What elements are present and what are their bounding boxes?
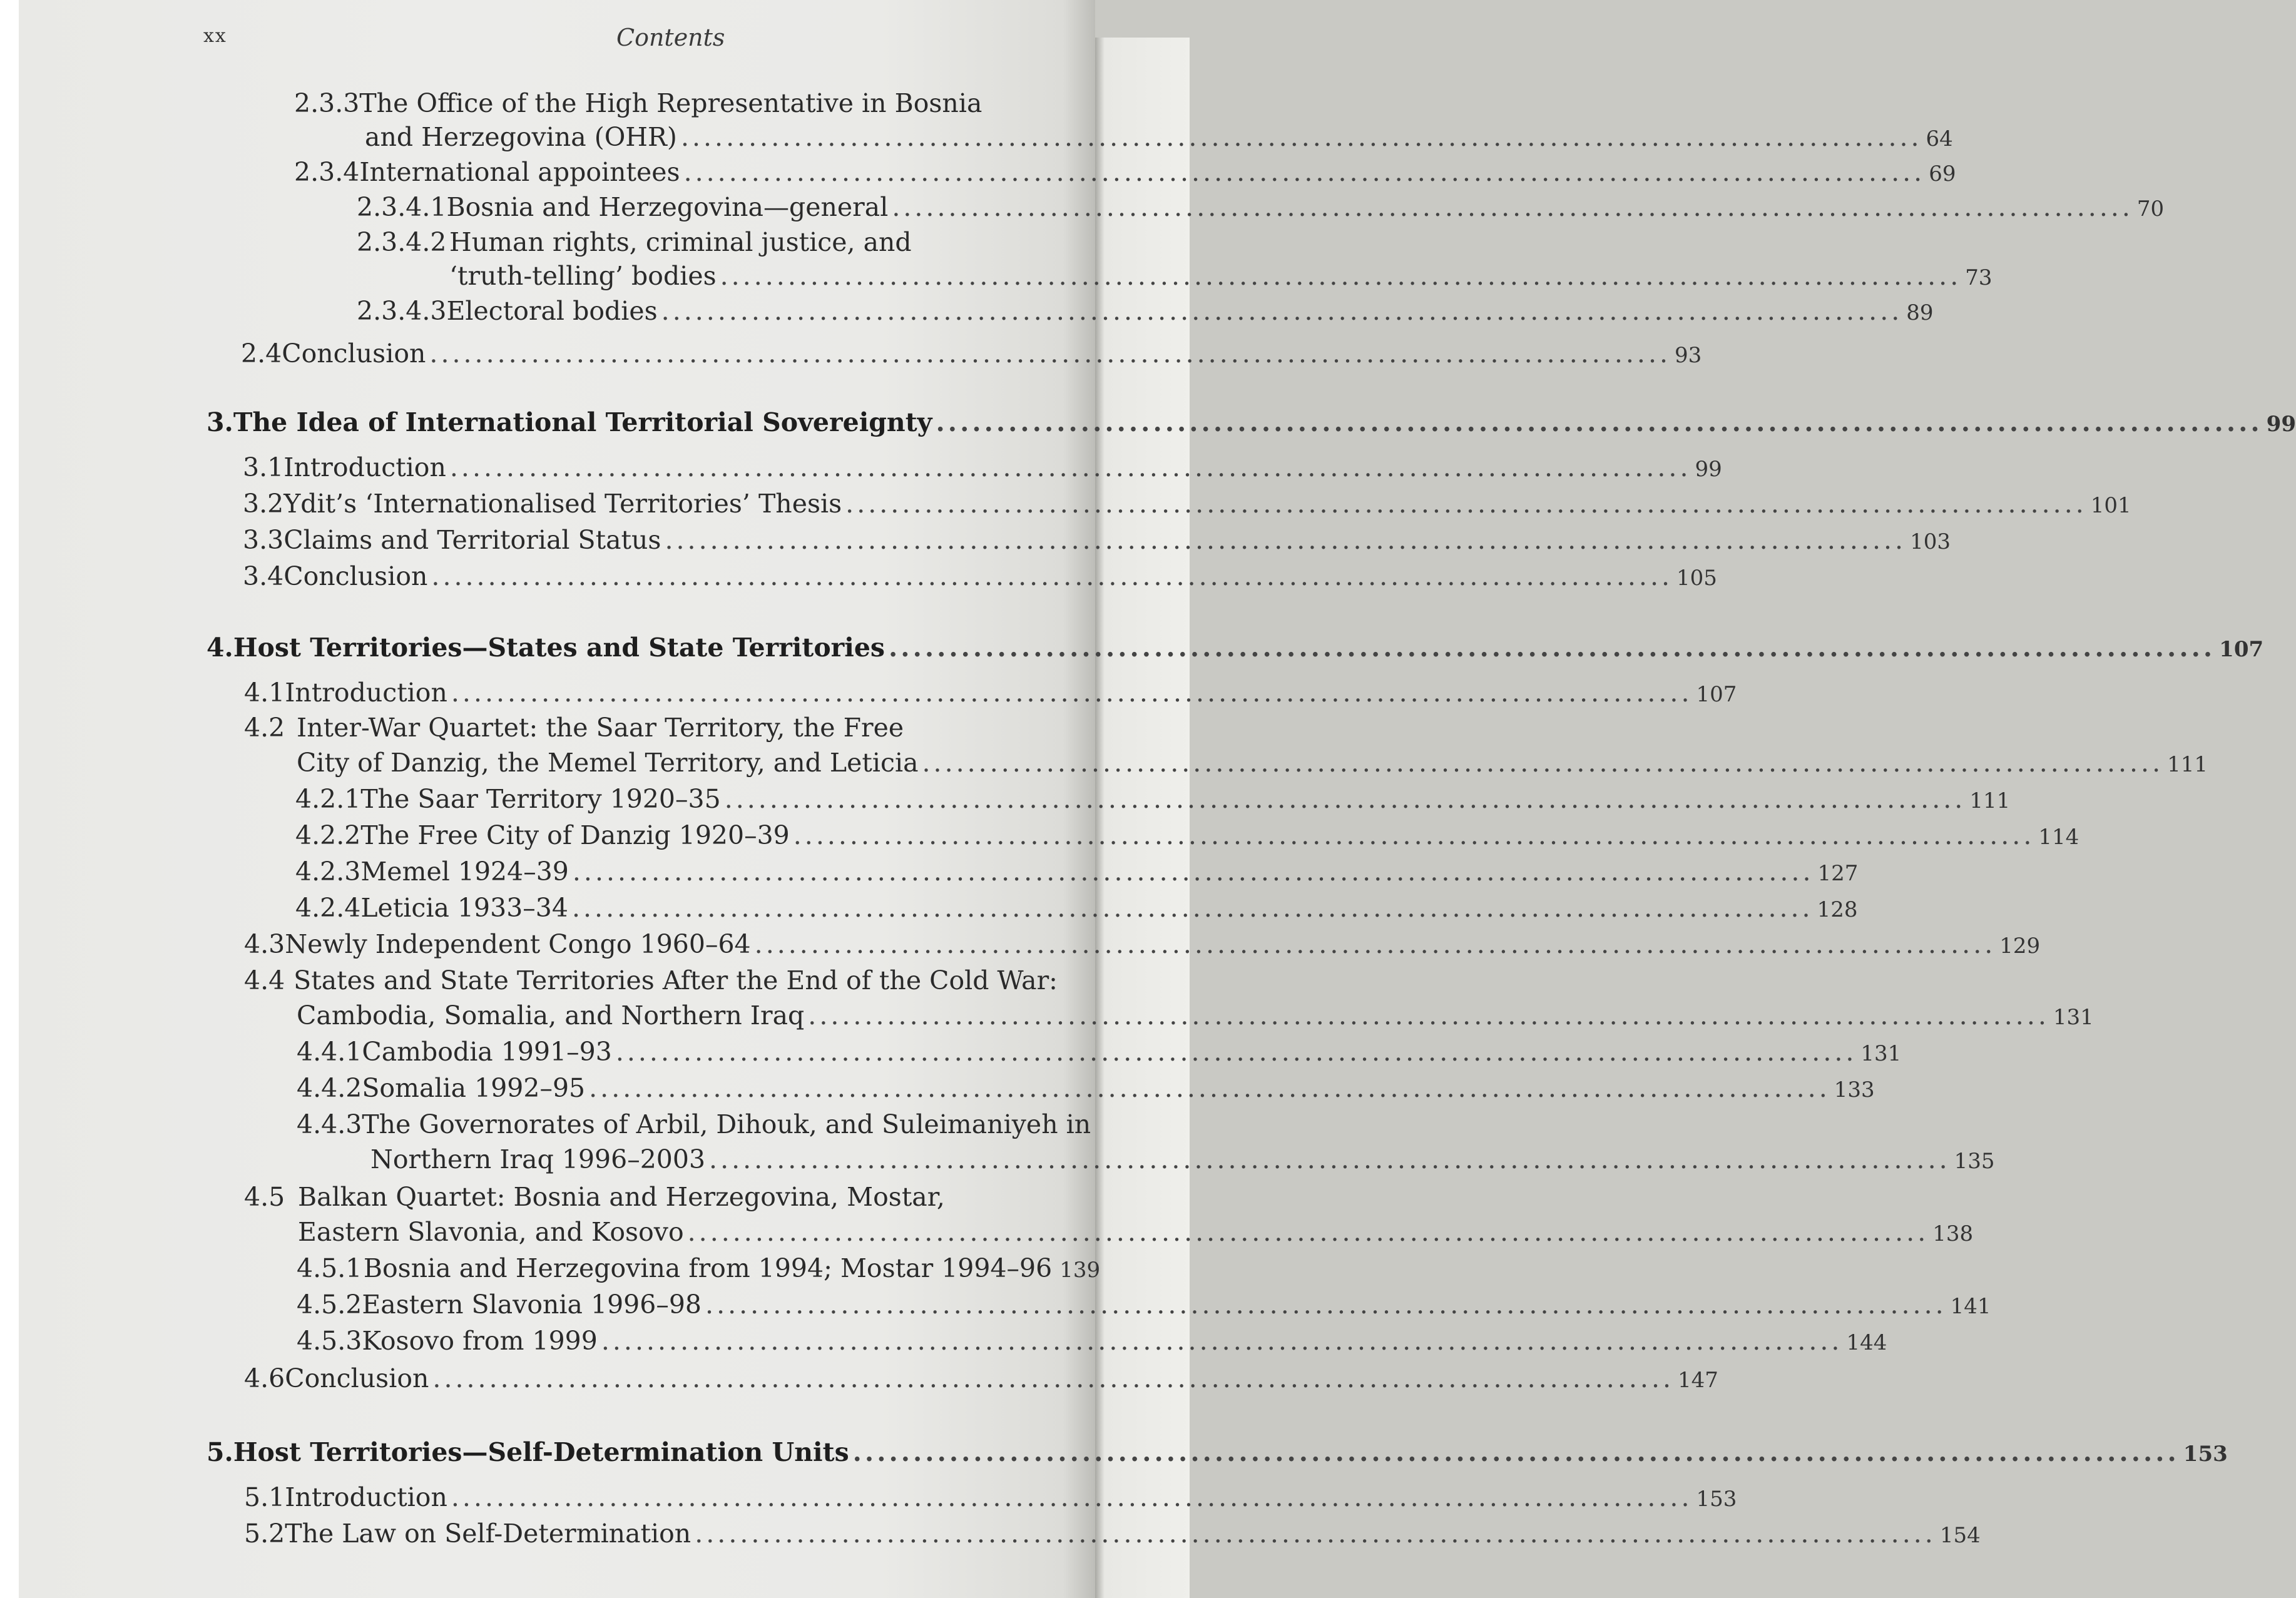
entry-number: 4.5.1 (297, 1253, 362, 1283)
entry-page: 141 (1950, 1294, 1991, 1319)
toc-entry (244, 965, 1058, 996)
leader-dots: .............................................................................................................. (720, 261, 1962, 291)
page-number-label: xx (203, 25, 227, 47)
entry-number: 4.5.2 (297, 1290, 362, 1320)
entry-number: 3.2 (243, 489, 284, 519)
toc-entry (244, 929, 2041, 962)
toc-entry (244, 712, 932, 743)
entry-title: The Free City of Danzig 1920–39 (360, 820, 790, 850)
entry-title: Kosovo from 1999 (362, 1326, 598, 1356)
entry-title: Cambodia 1991–93 (362, 1037, 612, 1067)
leader-dots: .............................................................................................................. (601, 1326, 1843, 1356)
entry-page: 107 (1696, 682, 1737, 707)
leader-dots: .............................................................................................................. (571, 893, 1814, 923)
leader-dots: .............................................................................................................. (845, 489, 2087, 519)
leader-dots: .............................................................................................................. (889, 633, 2216, 663)
leader-dots: .............................................................................................................. (665, 525, 1907, 555)
entry-page: 114 (2038, 825, 2079, 850)
entry-page: 129 (1999, 934, 2041, 959)
entry-number: 4.4.3 (297, 1109, 362, 1139)
entry-title-cont: Northern Iraq 1996–2003 (370, 1144, 706, 1174)
leader-dots: .............................................................................................................. (615, 1037, 1857, 1067)
leader-dots: .............................................................................................................. (680, 122, 1922, 152)
toc-entry (244, 1482, 1737, 1515)
entry-number: 4.5.3 (297, 1326, 362, 1356)
toc-entry (294, 88, 982, 119)
entry-page: 153 (1696, 1487, 1737, 1512)
toc-entry (243, 561, 1717, 594)
entry-title-cont: Eastern Slavonia, and Kosovo (298, 1217, 684, 1247)
leader-dots: .............................................................................................................. (449, 452, 1691, 482)
leader-dots: .............................................................................................................. (852, 1437, 2180, 1467)
entry-title: International appointees (359, 157, 680, 187)
toc-entry (297, 1109, 1091, 1140)
leader-dots: .............................................................................................................. (589, 1073, 1830, 1103)
entry-page: 93 (1675, 343, 1702, 368)
leader-dots: .............................................................................................................. (451, 678, 1693, 708)
entry-title: Introduction (283, 452, 446, 482)
entry-title: Ydit’s ‘Internationalised Territories’ Thesis (283, 489, 842, 519)
entry-page: 128 (1817, 897, 1858, 922)
entry-title: Bosnia and Herzegovina—general (446, 192, 889, 222)
toc-entry (241, 338, 1702, 371)
entry-title: The Law on Self-Determination (285, 1519, 691, 1549)
entry-title: The Idea of International Territorial Sovereignty (233, 407, 932, 437)
leader-dots: .............................................................................................................. (754, 929, 1996, 959)
leader-dots: .............................................................................................................. (808, 1000, 2049, 1031)
entry-page: 147 (1678, 1368, 1718, 1393)
toc-entry-continuation (449, 260, 1992, 293)
entry-title-cont: and Herzegovina (OHR) (365, 122, 677, 152)
entry-number: 4.2.4 (295, 893, 361, 923)
toc-entry-continuation (297, 1000, 2094, 1033)
toc-entry (297, 1289, 1991, 1322)
entry-number: 4.2.3 (295, 857, 361, 887)
entry-number: 4.4.1 (297, 1037, 362, 1067)
entry-number: 4.3 (244, 929, 285, 959)
entry-page: 64 (1926, 126, 1953, 151)
leader-dots: .............................................................................................................. (793, 820, 2035, 850)
entry-number: 2.3.4 (294, 157, 360, 187)
toc-entry (297, 1072, 1875, 1106)
entry-number: 5.2 (244, 1519, 285, 1549)
toc-entry (243, 452, 1722, 485)
entry-title-cont: City of Danzig, the Memel Territory, and Leticia (297, 748, 919, 778)
toc-entry-continuation (370, 1144, 1995, 1177)
entry-page: 89 (1906, 300, 1934, 325)
leader-dots: .............................................................................................................. (431, 561, 1673, 591)
entry-title: Electoral bodies (446, 296, 658, 326)
entry-title: Conclusion (283, 561, 428, 591)
entry-number: 5. (207, 1437, 233, 1467)
toc-entry (357, 295, 1934, 328)
entry-title: The Office of the High Representative in Bosnia (359, 88, 982, 118)
entry-number: 4. (207, 633, 233, 663)
toc-entry (244, 1363, 1718, 1396)
entry-title: Claims and Territorial Status (283, 525, 661, 555)
entry-title: Eastern Slavonia 1996–98 (362, 1290, 702, 1320)
leader-dots: .............................................................................................................. (451, 1482, 1693, 1512)
entry-title: Somalia 1992–95 (362, 1073, 586, 1103)
entry-number: 2.3.3 (294, 88, 360, 118)
entry-number: 4.5 (244, 1182, 285, 1212)
entry-number: 4.2 (244, 713, 285, 743)
leader-dots: .............................................................................................................. (683, 157, 1926, 187)
entry-page: 131 (1860, 1041, 1902, 1066)
entry-title: Leticia 1933–34 (360, 893, 568, 923)
toc-entry (295, 856, 1859, 889)
entry-number: 4.2.1 (295, 784, 361, 814)
toc-entry (297, 1325, 1887, 1358)
toc-entry (294, 156, 1956, 190)
entry-page: 99 (1695, 457, 1722, 482)
leader-dots: .............................................................................................................. (687, 1217, 1929, 1247)
entry-page: 101 (2090, 493, 2131, 518)
entry-title: The Saar Territory 1920–35 (360, 784, 721, 814)
toc-entry (295, 820, 2079, 853)
entry-number: 3.4 (243, 561, 284, 591)
leader-dots: .............................................................................................................. (661, 296, 1903, 326)
entry-page: 73 (1965, 265, 1992, 290)
entry-title: States and State Territories After the End of the Cold War: (293, 965, 1058, 995)
toc-entry (244, 1518, 1981, 1551)
entry-number: 4.4 (244, 965, 285, 995)
entry-page: 139 (1059, 1258, 1101, 1283)
entry-page: 135 (1954, 1149, 1995, 1174)
entry-title: The Governorates of Arbil, Dihouk, and Suleimaniyeh in (362, 1109, 1091, 1139)
leader-dots: .............................................................................................................. (724, 784, 1966, 814)
entry-title: Inter-War Quartet: the Saar Territory, the Free (297, 713, 904, 743)
entry-number: 2.3.4.3 (357, 296, 447, 326)
entry-page: 105 (1676, 566, 1717, 591)
toc-entry (297, 1253, 1101, 1286)
entry-page: 111 (1969, 788, 2011, 813)
entry-page: 144 (1846, 1330, 1887, 1355)
entry-number: 2.4 (241, 338, 282, 369)
entry-page: 154 (1939, 1523, 1981, 1548)
entry-page: 127 (1817, 861, 1859, 886)
toc-entry-continuation (297, 747, 2208, 780)
entry-page: 138 (1932, 1221, 1974, 1246)
entry-title: Human rights, criminal justice, and (449, 227, 912, 257)
leader-dots: .............................................................................................................. (892, 192, 2133, 222)
entry-page: 99 (2266, 412, 2296, 437)
leader-dots: .............................................................................................................. (572, 857, 1814, 887)
entry-number: 2.3.4.2 (357, 227, 447, 257)
toc-entry (357, 226, 982, 258)
entry-page: 111 (2167, 752, 2208, 777)
entry-page: 107 (2219, 637, 2264, 662)
entry-page: 70 (2136, 196, 2165, 221)
entry-title-cont: Cambodia, Somalia, and Northern Iraq (297, 1000, 805, 1031)
entry-number: 3.3 (243, 525, 284, 555)
entry-title: Conclusion (282, 338, 426, 369)
entry-page: 153 (2183, 1442, 2228, 1467)
toc-entry (243, 524, 1951, 557)
toc-entry-continuation (365, 121, 1953, 155)
entry-title: Host Territories—States and State Territories (233, 633, 885, 663)
entry-number: 4.1 (244, 678, 285, 708)
leader-dots: .............................................................................................................. (429, 338, 1671, 369)
entry-title: Balkan Quartet: Bosnia and Herzegovina, Mostar, (298, 1182, 945, 1212)
entry-number: 4.2.2 (295, 820, 361, 850)
entry-title: Introduction (285, 1482, 447, 1512)
toc-chapter-entry (207, 407, 2296, 440)
entry-number: 5.1 (244, 1482, 285, 1512)
entry-page: 103 (1910, 529, 1951, 554)
leader-dots: .............................................................................................................. (709, 1144, 1951, 1174)
toc-entry (295, 783, 2011, 817)
entry-title: Bosnia and Herzegovina from 1994; Mostar 1994–96 (363, 1253, 1053, 1283)
toc-entry (297, 1036, 1902, 1069)
entry-number: 4.6 (244, 1363, 285, 1393)
toc-chapter-entry (207, 632, 2264, 665)
leader-dots: .............................................................................................................. (432, 1363, 1675, 1393)
entry-number: 3.1 (243, 452, 284, 482)
entry-title: Host Territories—Self-Determination Units (233, 1437, 849, 1467)
toc-entry (244, 1181, 995, 1213)
entry-title: Introduction (285, 678, 447, 708)
running-title: Contents (616, 24, 725, 51)
toc-entry (295, 892, 1858, 925)
toc-entry-continuation (298, 1216, 1974, 1249)
toc-entry (244, 677, 1737, 710)
entry-number: 2.3.4.1 (357, 192, 447, 222)
leader-dots: .............................................................................................................. (695, 1519, 1936, 1549)
entry-title: Newly Independent Congo 1960–64 (285, 929, 751, 959)
entry-title-cont: ‘truth-telling’ bodies (449, 261, 717, 291)
leader-dots: .............................................................................................................. (922, 748, 2164, 778)
entry-page: 133 (1834, 1077, 1875, 1102)
entry-number: 3. (207, 407, 233, 437)
entry-title: Memel 1924–39 (360, 857, 569, 887)
entry-page: 69 (1929, 161, 1956, 186)
toc-entry (243, 488, 2131, 521)
toc-entry (357, 191, 2165, 225)
toc-chapter-entry (207, 1437, 2228, 1470)
entry-title: Conclusion (285, 1363, 429, 1393)
leader-dots: .............................................................................................................. (936, 407, 2263, 437)
entry-number: 4.4.2 (297, 1073, 362, 1103)
entry-page: 131 (2053, 1005, 2094, 1030)
leader-dots: .............................................................................................................. (705, 1290, 1947, 1320)
